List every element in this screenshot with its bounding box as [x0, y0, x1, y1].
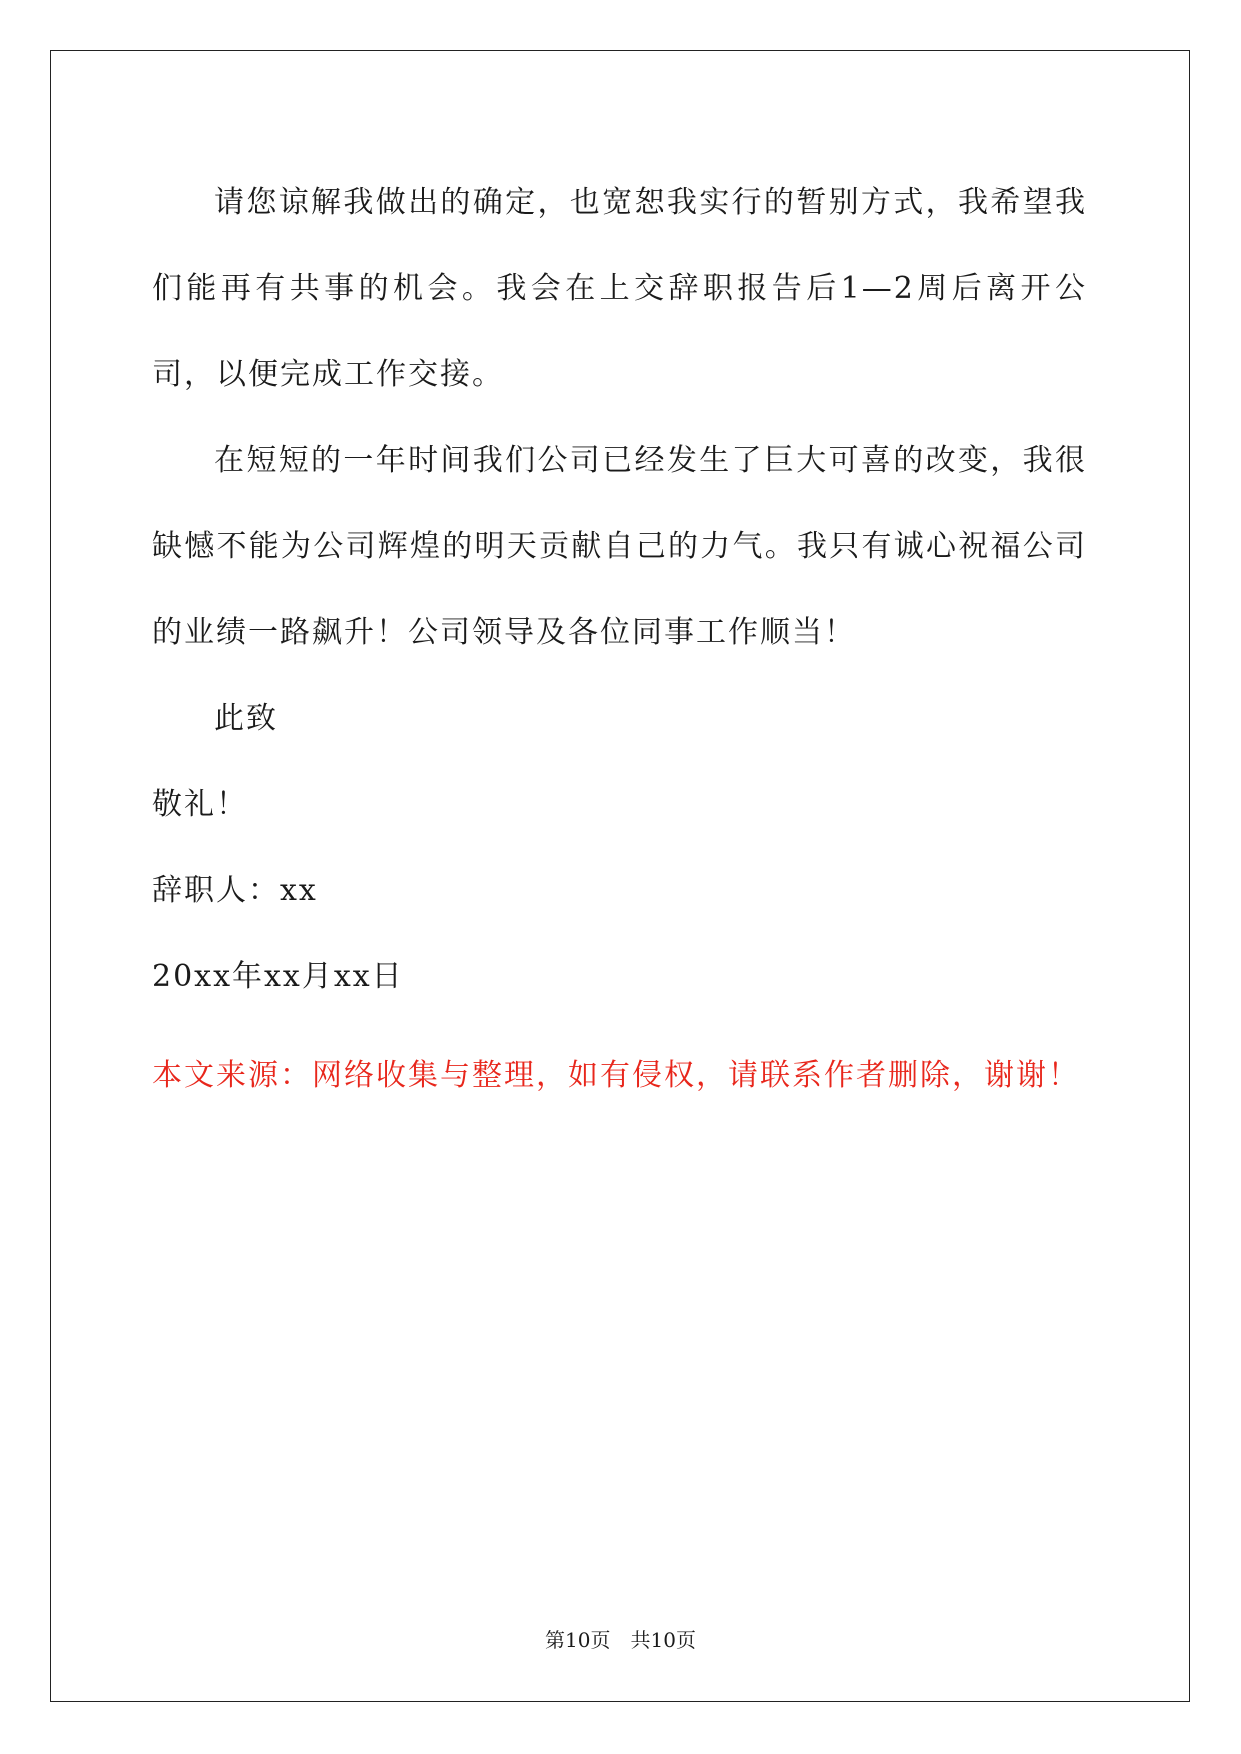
paragraph-1: 请您谅解我做出的确定，也宽恕我实行的暂别方式，我希望我们能再有共事的机会。我会在上交辞职报告后1—2周后离开公司，以便完成工作交接。: [152, 185, 1087, 392]
paragraph-2: 在短短的一年时间我们公司已经发生了巨大可喜的改变，我很缺憾不能为公司辉煌的明天贡献自己的力气。我只有诚心祝福公司的业绩一路飙升！公司领导及各位同事工作顺当！: [152, 443, 1087, 650]
page-number-footer: 第10页 共10页: [545, 1628, 696, 1652]
source-note: 本文来源：网络收集与整理，如有侵权，请联系作者删除，谢谢！: [152, 1058, 1080, 1093]
signature-line: 辞职人：xx: [152, 873, 318, 908]
letter-body: [152, 160, 1087, 1020]
salute-line: 敬礼！: [152, 787, 248, 822]
closing-line: 此致: [214, 701, 278, 736]
date-line: 20xx年xx月xx日: [152, 959, 404, 994]
